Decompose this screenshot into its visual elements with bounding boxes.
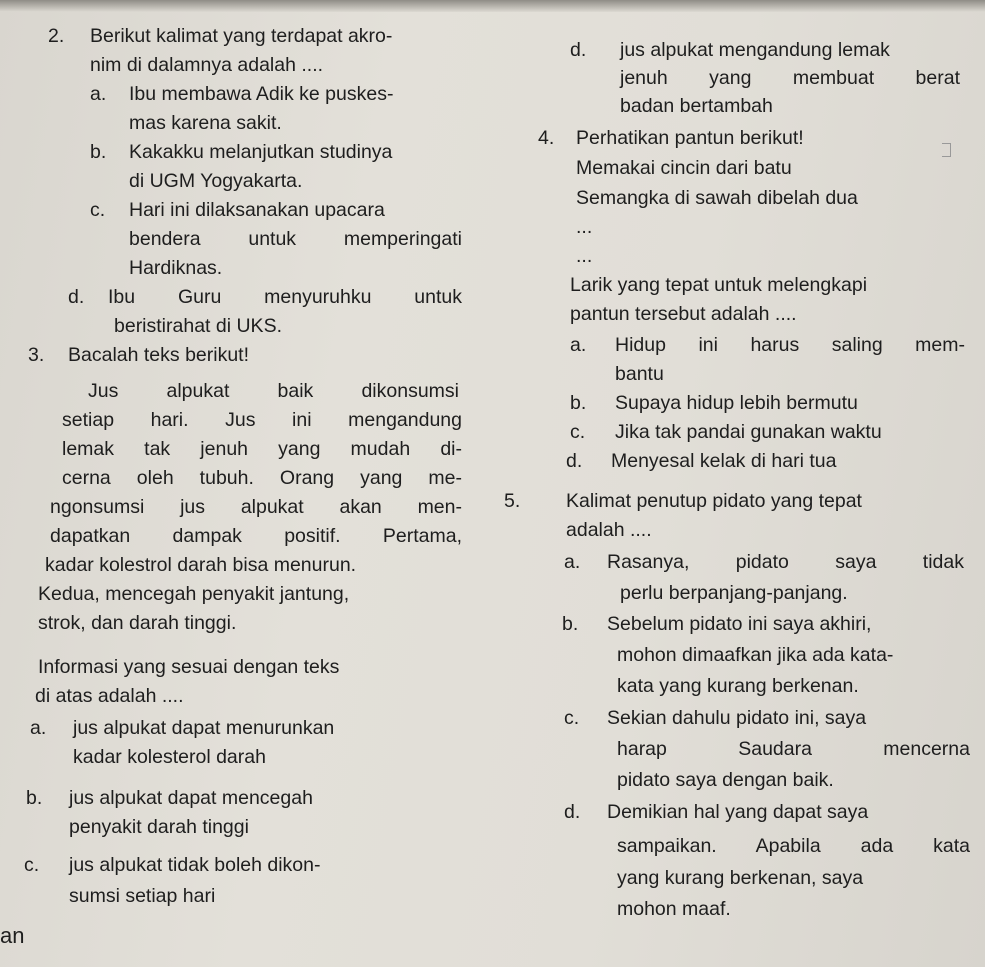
option-letter: d. bbox=[68, 286, 85, 308]
option-text: sampaikan. Apabila ada kata bbox=[617, 835, 970, 857]
option-letter: b. bbox=[570, 392, 587, 414]
option-text: bendera untuk memperingati bbox=[129, 228, 462, 250]
passage-line: lemak tak jenuh yang mudah di- bbox=[62, 438, 462, 460]
question-number: 2. bbox=[48, 25, 65, 47]
option-text: yang kurang berkenan, saya bbox=[617, 867, 864, 889]
option-text: mohon maaf. bbox=[617, 898, 731, 920]
option-letter: b. bbox=[562, 613, 579, 635]
option-text: penyakit darah tinggi bbox=[69, 816, 249, 838]
question-number: 5. bbox=[504, 490, 521, 512]
option-letter: b. bbox=[26, 787, 43, 809]
question-stem-line: Berikut kalimat yang terdapat akro- bbox=[90, 25, 393, 47]
option-text: Kakakku melanjutkan studinya bbox=[129, 141, 393, 163]
question-stem-line: Kalimat penutup pidato yang tepat bbox=[566, 490, 862, 512]
question-intro: Perhatikan pantun berikut! bbox=[576, 127, 804, 149]
option-text: Jika tak pandai gunakan waktu bbox=[615, 421, 882, 443]
option-letter: a. bbox=[570, 334, 587, 356]
option-letter: d. bbox=[564, 801, 581, 823]
passage-line: cerna oleh tubuh. Orang yang me- bbox=[62, 467, 462, 489]
option-text: Rasanya, pidato saya tidak bbox=[607, 551, 964, 573]
option-text: Hidup ini harus saling mem- bbox=[615, 334, 965, 356]
option-letter: c. bbox=[564, 707, 580, 729]
passage-line: kadar kolestrol darah bisa menurun. bbox=[45, 554, 357, 576]
option-letter: c. bbox=[24, 854, 40, 876]
option-letter: c. bbox=[570, 421, 586, 443]
option-text: mohon dimaafkan jika ada kata- bbox=[617, 644, 894, 666]
page-top-edge bbox=[0, 0, 985, 12]
option-text: mas karena sakit. bbox=[129, 112, 282, 134]
option-text: harap Saudara mencerna bbox=[617, 738, 970, 760]
option-text: Supaya hidup lebih bermutu bbox=[615, 392, 858, 414]
option-text: di UGM Yogyakarta. bbox=[129, 170, 303, 192]
option-text: Hari ini dilaksanakan upacara bbox=[129, 199, 385, 221]
option-text: jus alpukat mengandung lemak bbox=[620, 39, 890, 61]
option-text: pidato saya dengan baik. bbox=[617, 769, 834, 791]
bracket-mark bbox=[942, 143, 951, 157]
pantun-line: ... bbox=[576, 245, 593, 267]
option-letter: b. bbox=[90, 141, 107, 163]
option-text: beristirahat di UKS. bbox=[114, 315, 282, 337]
passage-line: setiap hari. Jus ini mengandung bbox=[62, 409, 462, 431]
passage-line: ngonsumsi jus alpukat akan men- bbox=[50, 496, 462, 518]
question-stem-line: Informasi yang sesuai dengan teks bbox=[38, 656, 340, 678]
option-text: badan bertambah bbox=[620, 95, 773, 117]
option-text: bantu bbox=[615, 363, 664, 385]
option-text: perlu berpanjang-panjang. bbox=[620, 582, 848, 604]
option-text: kata yang kurang berkenan. bbox=[617, 675, 859, 697]
option-letter: a. bbox=[90, 83, 107, 105]
option-text: jus alpukat tidak boleh dikon- bbox=[69, 854, 321, 876]
option-text: Ibu membawa Adik ke puskes- bbox=[129, 83, 394, 105]
option-text: jus alpukat dapat menurunkan bbox=[73, 717, 335, 739]
option-text: Sebelum pidato ini saya akhiri, bbox=[607, 613, 872, 635]
option-text: Menyesal kelak di hari tua bbox=[611, 450, 837, 472]
pantun-line: ... bbox=[576, 216, 593, 238]
pantun-line: Semangka di sawah dibelah dua bbox=[576, 187, 858, 209]
question-intro: Bacalah teks berikut! bbox=[68, 344, 250, 366]
option-letter: c. bbox=[90, 199, 106, 221]
option-text: Demikian hal yang dapat saya bbox=[607, 801, 869, 823]
question-number: 4. bbox=[538, 127, 555, 149]
option-letter: a. bbox=[564, 551, 581, 573]
question-stem-line: nim di dalamnya adalah .... bbox=[90, 54, 324, 76]
option-text: jenuh yang membuat berat bbox=[620, 67, 960, 89]
passage-line: Kedua, mencegah penyakit jantung, bbox=[38, 583, 350, 605]
question-stem-line: di atas adalah .... bbox=[35, 685, 184, 707]
question-stem-line: adalah .... bbox=[566, 519, 652, 541]
question-number: 3. bbox=[28, 344, 45, 366]
option-letter: a. bbox=[30, 717, 47, 739]
option-text: Ibu Guru menyuruhku untuk bbox=[108, 286, 462, 308]
passage-line: strok, dan darah tinggi. bbox=[38, 612, 237, 634]
passage-line: Jus alpukat baik dikonsumsi bbox=[88, 380, 459, 402]
option-letter: d. bbox=[570, 39, 587, 61]
option-letter: d. bbox=[566, 450, 583, 472]
question-stem-line: pantun tersebut adalah .... bbox=[570, 303, 797, 325]
footer-fragment: an bbox=[0, 923, 25, 948]
question-stem-line: Larik yang tepat untuk melengkapi bbox=[570, 274, 868, 296]
pantun-line: Memakai cincin dari batu bbox=[576, 157, 792, 179]
option-text: Sekian dahulu pidato ini, saya bbox=[607, 707, 867, 729]
option-text: sumsi setiap hari bbox=[69, 885, 216, 907]
option-text: Hardiknas. bbox=[129, 257, 223, 279]
passage-line: dapatkan dampak positif. Pertama, bbox=[50, 525, 462, 547]
option-text: kadar kolesterol darah bbox=[73, 746, 266, 768]
option-text: jus alpukat dapat mencegah bbox=[69, 787, 313, 809]
